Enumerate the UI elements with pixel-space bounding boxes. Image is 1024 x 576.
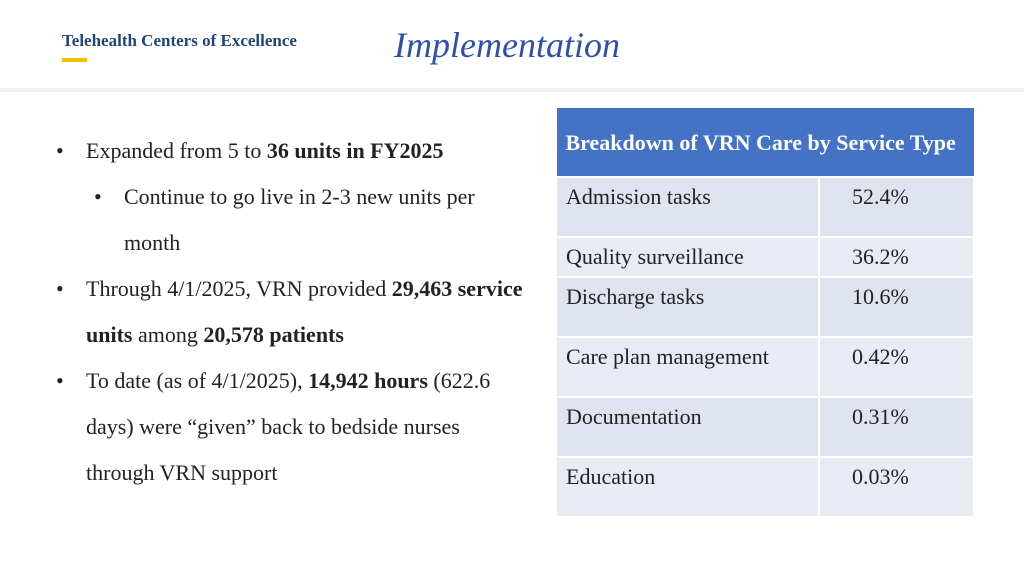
bullet-subitem-go-live: • Continue to go live in 2-3 new units per month (94, 174, 526, 266)
service-breakdown-table (555, 107, 975, 518)
bullet-item-service-units: • Through 4/1/2025, VRN provided 29,463 service units among 20,578 patients (56, 266, 526, 358)
table-row (556, 237, 974, 277)
bullet-list (56, 128, 526, 496)
row-value: 36.2% (819, 237, 974, 277)
row-label: Documentation (556, 397, 819, 457)
row-label: Care plan management (556, 337, 819, 397)
row-value: 52.4% (819, 177, 974, 237)
row-value: 10.6% (819, 277, 974, 337)
row-label: Discharge tasks (556, 277, 819, 337)
row-label: Admission tasks (556, 177, 819, 237)
table-header: Breakdown of VRN Care by Service Type (556, 108, 974, 178)
table-row (556, 397, 974, 457)
header-divider (0, 88, 1024, 92)
table-row (556, 457, 974, 517)
row-value: 0.03% (819, 457, 974, 517)
row-label: Education (556, 457, 819, 517)
org-logo-text: Telehealth Centers of Excellence (62, 31, 297, 50)
row-value: 0.31% (819, 397, 974, 457)
row-label: Quality surveillance (556, 237, 819, 277)
page-title: Implementation (394, 25, 620, 65)
slide-header (0, 0, 1024, 88)
table-header-row (556, 108, 974, 178)
bullet-item-hours: • To date (as of 4/1/2025), 14,942 hours (622.6 days) were “given” back to bedside nurses through VRN support (56, 358, 526, 496)
table-row (556, 177, 974, 237)
row-value: 0.42% (819, 337, 974, 397)
table-row (556, 277, 974, 337)
bullet-item-units: • Expanded from 5 to 36 units in FY2025 (56, 128, 526, 174)
table-row (556, 337, 974, 397)
